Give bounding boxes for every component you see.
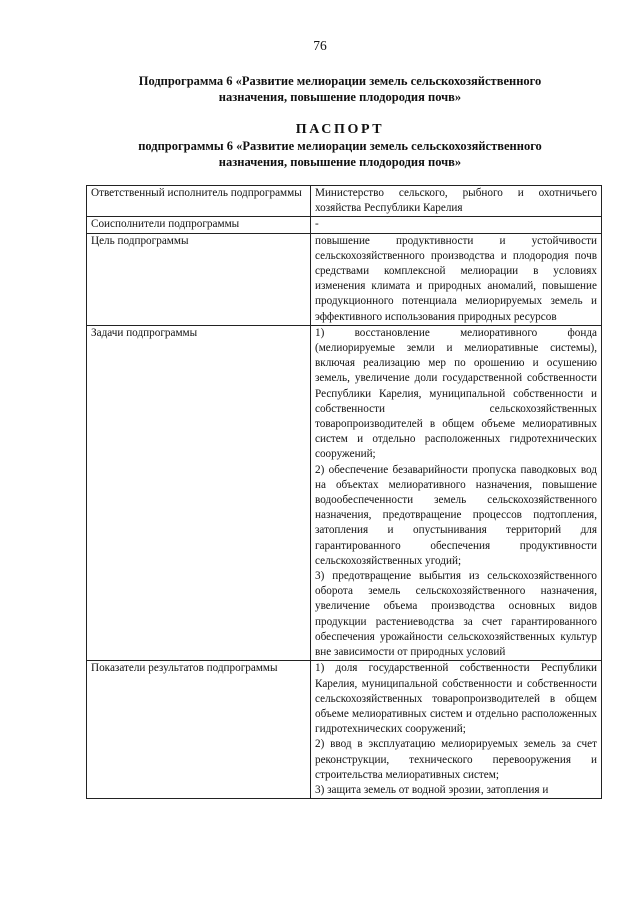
value-paragraph: Министерство сельского, рыбного и охотничьего хозяйства Республики Карелия xyxy=(315,187,597,215)
value-paragraph: - xyxy=(315,218,319,231)
passport-subtitle xyxy=(80,139,600,170)
task-item-1: 1) восстановление мелиоративного фонда (мелиорируемые земли и мелиоративные системы), включая реализацию мер по орошению и осушению земель, увеличение доли государственной собственности Республики Карелия, муниципальной собственности и собственности сельскохозяйственных товаропроизводителей в общем объеме мелиоративных систем и отдельно расположенных гидротехнических сооружений; xyxy=(315,326,597,461)
table-row-tasks xyxy=(87,325,602,660)
passport-subtitle-line-1: подпрограммы 6 «Развитие мелиорации земель сельскохозяйственного xyxy=(138,139,542,153)
passport-heading: ПАСПОРТ xyxy=(295,122,385,137)
indicator-item-3: 3) защита земель от водной эрозии, затопления и xyxy=(315,783,549,796)
task-item-2: 2) обеспечение безаварийности пропуска паводковых вод на объектах мелиоративного назначения, повышение водообеспеченности земель сельскохозяйственного назначения, предотвращение процессов подтопления, затопления и опустынивания территорий для гарантированного обеспечения продуктивности сельскохозяйственных угодий; xyxy=(315,463,597,567)
value-paragraph: повышение продуктивности и устойчивости сельскохозяйственного производства и плодородия почв средствами комплексной мелиорации в условиях изменения климата и природных аномалий, повышение продукционного потенциала мелиорируемых земель и эффективного использования природных ресурсов xyxy=(315,234,597,323)
task-item-3: 3) предотвращение выбытия из сельскохозяйственного оборота земель сельскохозяйственного назначения, увеличение объема производства основных видов продукции растениеводства за счет гарантированного обеспечения урожайности сельскохозяйственных культур вне зависимости от природных условий xyxy=(315,570,597,659)
row-value xyxy=(311,661,602,799)
page-number: 76 xyxy=(313,38,327,53)
table-row-indicators xyxy=(87,661,602,799)
row-value xyxy=(311,233,602,325)
row-label: Ответственный исполнитель подпрограммы xyxy=(87,186,311,217)
row-label: Показатели результатов подпрограммы xyxy=(87,661,311,799)
indicator-item-1: 1) доля государственной собственности Республики Карелия, муниципальной собственности и собственности сельскохозяйственных товаропроизводителей в общем объеме мелиоративных систем и отдельно расположенных гидротехнических сооружений; xyxy=(315,662,597,736)
row-value xyxy=(311,186,602,217)
indicator-item-2: 2) ввод в эксплуатацию мелиорируемых земель за счет реконструкции, технического перевооружения и строительства мелиоративных систем; xyxy=(315,738,597,781)
row-value xyxy=(311,217,602,233)
table-row-coexecutors xyxy=(87,217,602,233)
passport-table xyxy=(86,185,602,799)
subprogram-title-line-1: Подпрограмма 6 «Развитие мелиорации земель сельскохозяйственного xyxy=(138,74,542,88)
passport-subtitle-line-2: назначения, повышение плодородия почв» xyxy=(218,154,462,169)
row-value xyxy=(311,325,602,660)
subprogram-title xyxy=(80,74,600,105)
row-label: Соисполнители подпрограммы xyxy=(87,217,311,233)
row-label: Задачи подпрограммы xyxy=(87,325,311,660)
table-row-responsible xyxy=(87,186,602,217)
row-label: Цель подпрограммы xyxy=(87,233,311,325)
table-row-goal xyxy=(87,233,602,325)
subprogram-title-line-2: назначения, повышение плодородия почв» xyxy=(218,89,462,104)
